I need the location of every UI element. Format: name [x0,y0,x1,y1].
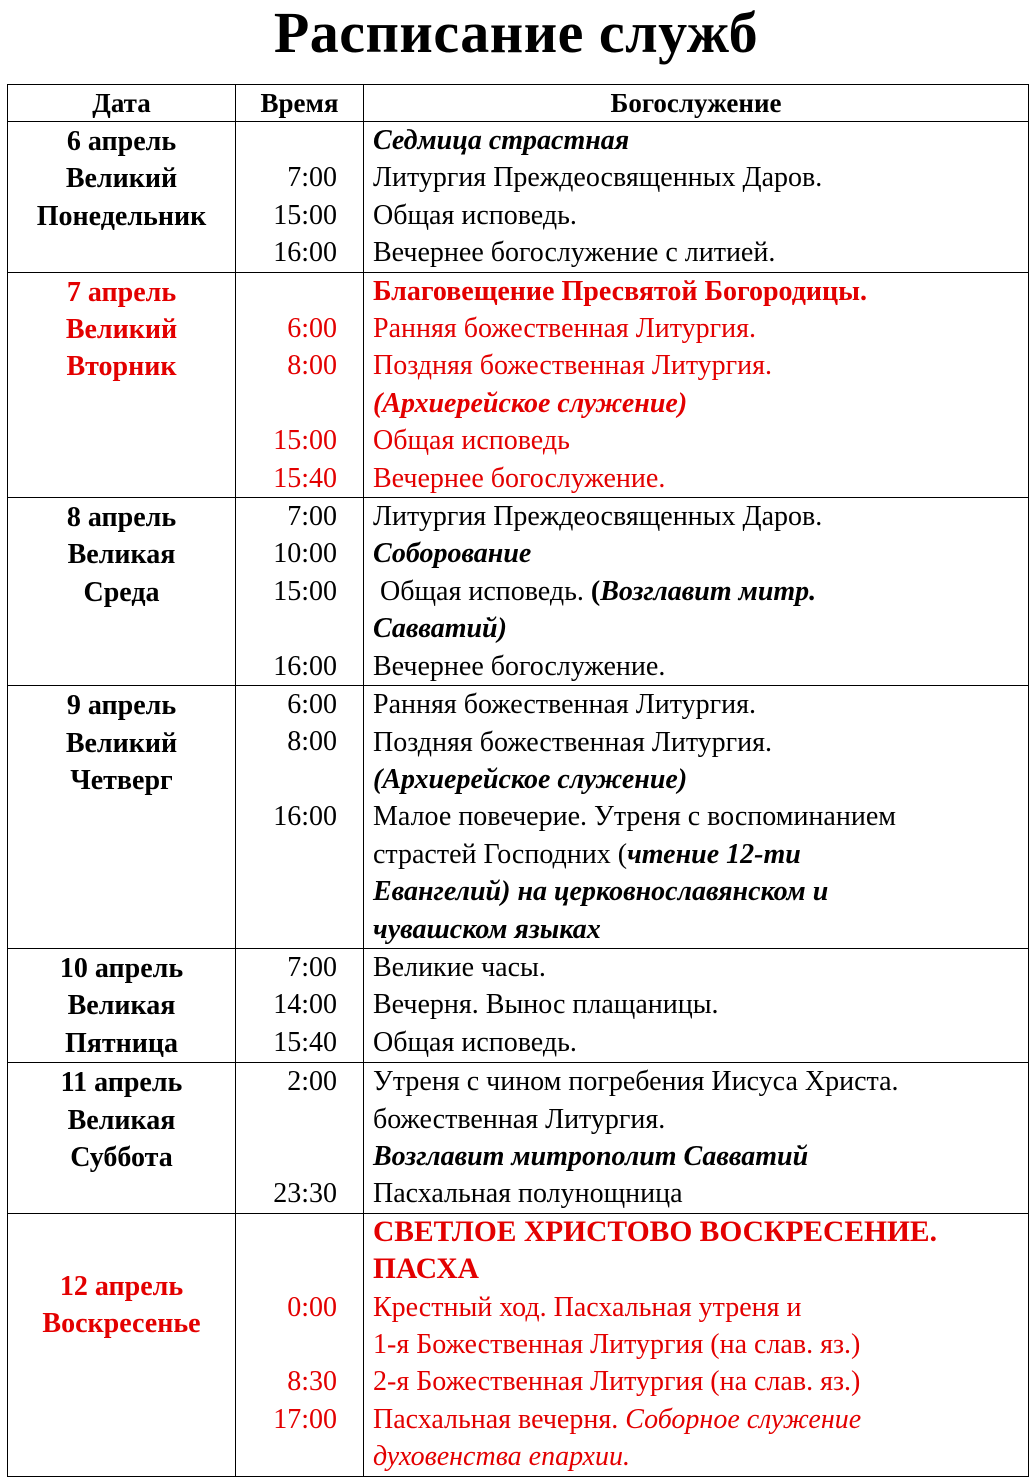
service-line [373,1024,1024,1061]
time-value: 15:00 [273,199,337,231]
service-text: Евангелий) на церковнославянском и [373,876,829,908]
time-cell [236,1213,364,1476]
time-value [236,610,337,647]
service-text: Литургия Преждеосвященных Даров. [373,501,823,533]
service-line [373,498,1024,535]
service-line [373,422,1024,459]
service-line [373,1175,1024,1212]
service-line [373,234,1024,271]
service-cell [364,1213,1029,1476]
time-value [236,1326,337,1363]
date-line: Суббота [70,1141,173,1173]
service-line [373,535,1024,572]
service-text: Соборное служение [625,1403,862,1435]
time-value: 8:00 [287,350,337,382]
service-line [373,1401,1024,1438]
service-line [373,460,1024,497]
service-text: страстей Господних ( [373,838,628,870]
date-line: Вторник [66,351,177,383]
service-line [373,1251,1024,1288]
schedule-table [7,84,1029,1477]
date-line: 9 апрель [66,690,177,722]
service-text: Соборование [373,538,532,570]
service-text: Вечернее богослужение. [373,462,666,494]
date-line: Великая [67,539,176,571]
service-text: Общая исповедь. [373,575,591,607]
date-line: Великий [65,314,178,346]
schedule-row [8,122,1029,273]
service-line [373,610,1024,647]
service-line [373,986,1024,1023]
service-cell [364,122,1029,273]
service-line [373,1438,1024,1475]
time-value: 0:00 [287,1291,337,1323]
date-line: 10 апрель [59,952,184,984]
date-line: Четверг [70,764,173,796]
date-line: Среда [83,576,160,608]
service-line [373,385,1024,422]
header-service: Богослужение [364,85,1029,122]
date-line: Великая [67,1104,176,1136]
service-text: Пасхальная вечерня. [373,1403,626,1435]
service-text: (Архиерейское служение) [373,763,688,795]
schedule-row [8,1063,1029,1214]
service-cell [364,272,1029,497]
time-value: 7:00 [287,501,337,533]
service-text: Общая исповедь. [373,199,577,231]
service-text: Крестный ход. Пасхальная утреня и [373,1291,802,1323]
service-line [373,724,1024,761]
service-text: Вечернее богослужение с литией. [373,237,776,269]
service-text: СВЕТЛОЕ ХРИСТОВО ВОСКРЕСЕНИЕ. [373,1215,937,1248]
time-value [236,761,337,798]
time-value: 7:00 [287,951,337,983]
time-value: 6:00 [287,313,337,345]
service-line [373,873,1024,910]
service-text: Ранняя божественная Литургия. [373,313,756,345]
time-value: 16:00 [273,650,337,682]
time-value [236,910,337,947]
service-line [373,1101,1024,1138]
header-time: Время [236,85,364,122]
header-date: Дата [8,85,236,122]
date-line: 8 апрель [66,502,177,534]
time-value [236,1438,337,1475]
time-cell [236,498,364,686]
page-title: Расписание служб [273,0,759,65]
date-cell [8,122,236,273]
time-value: 10:00 [273,538,337,570]
date-line: Пятница [64,1027,179,1059]
service-text: Пасхальная полунощница [373,1178,683,1210]
service-line [373,1138,1024,1175]
service-line [373,761,1024,798]
service-text: духовенства епархии. [373,1441,630,1473]
service-text: (Архиерейское служение) [373,387,688,419]
service-text: ( [590,575,601,607]
service-line [373,1289,1024,1326]
time-value: 17:00 [273,1403,337,1435]
service-text: Общая исповедь. [373,1026,577,1058]
service-line [373,949,1024,986]
time-value: 8:00 [287,726,337,758]
service-text: Седмица страстная [373,125,630,156]
service-line [373,273,1024,310]
time-value [236,1101,337,1138]
service-line [373,911,1024,948]
schedule-row [8,1213,1029,1476]
schedule-row [8,686,1029,949]
time-value: 16:00 [273,237,337,269]
service-text: ПАСХА [373,1253,479,1286]
time-cell [236,1063,364,1214]
schedule-row [8,498,1029,686]
date-line: 12 апрель [59,1271,184,1302]
time-value [236,1138,337,1175]
service-text: Вечерня. Вынос плащаницы. [373,989,719,1021]
date-cell [8,686,236,949]
service-line [373,197,1024,234]
schedule-row [8,272,1029,497]
service-line [373,573,1024,610]
time-value: 14:00 [273,989,337,1021]
date-cell [8,948,236,1062]
service-line [373,686,1024,723]
date-line: 6 апрель [66,126,177,157]
time-value: 15:00 [273,575,337,607]
date-line: 11 апрель [60,1067,183,1099]
service-line [373,648,1024,685]
date-line: Великий [65,727,178,759]
time-cell [236,122,364,273]
time-value [236,836,337,873]
service-text: Вечернее богослужение. [373,650,666,682]
service-cell [364,498,1029,686]
time-value [236,1251,337,1288]
service-cell [364,686,1029,949]
service-line [373,1326,1024,1363]
time-value [236,122,337,159]
time-value [236,385,337,422]
time-cell [236,272,364,497]
date-line: 7 апрель [66,276,177,308]
service-line [373,347,1024,384]
service-line [373,798,1024,835]
time-value: 15:40 [273,1026,337,1058]
time-value: 15:00 [273,425,337,457]
schedule-body [8,122,1029,1477]
service-text: Благовещение Пресвятой Богородицы. [373,275,868,307]
service-text: Литургия Преждеосвященных Даров. [373,162,823,194]
time-value: 16:00 [273,801,337,833]
service-text: Утреня с чином погребения Иисуса Христа. [373,1066,899,1098]
time-value: 7:00 [287,162,337,194]
time-value: 2:00 [287,1066,337,1098]
service-cell [364,948,1029,1062]
header-row [8,85,1029,122]
service-text: Возглавит митрополит Савватий [373,1140,809,1172]
service-text: Ранняя божественная Литургия. [373,689,756,721]
date-cell [8,1063,236,1214]
service-text: Савватий) [373,613,507,645]
time-value [236,273,337,310]
date-line: Понедельник [36,200,207,232]
service-text: Возглавит митр. [600,575,817,607]
service-text: Великие часы. [373,951,546,983]
service-text: Общая исповедь [373,425,570,457]
service-line [373,1214,1024,1251]
service-text: 2-я Божественная Литургия (на слав. яз.) [373,1366,861,1398]
service-line [373,836,1024,873]
service-line [373,1063,1024,1100]
time-value: 8:30 [287,1366,337,1398]
time-cell [236,686,364,949]
service-line [373,159,1024,196]
service-text: божественная Литургия. [373,1103,666,1135]
date-cell [8,1213,236,1476]
date-cell [8,272,236,497]
date-cell [8,498,236,686]
date-line: Воскресенье [42,1308,201,1340]
service-line [373,310,1024,347]
schedule-row [8,948,1029,1062]
service-text: Поздняя божественная Литургия. [373,350,773,382]
service-line [373,122,1024,159]
time-value: 23:30 [273,1178,337,1210]
service-text: чувашском языках [373,913,601,945]
date-line: Великая [67,990,176,1022]
service-text: чтение 12-ти [627,838,801,870]
service-text: 1-я Божественная Литургия (на слав. яз.) [373,1329,861,1360]
service-cell [364,1063,1029,1214]
time-value: 6:00 [287,689,337,721]
service-text: Поздняя божественная Литургия. [373,726,773,758]
time-cell [236,948,364,1062]
time-value: 15:40 [273,462,337,494]
time-value [236,1214,337,1251]
service-text: Малое повечерие. Утреня с воспоминанием [373,801,896,833]
date-line: Великий [65,163,178,195]
time-value [236,873,337,910]
service-line [373,1363,1024,1400]
